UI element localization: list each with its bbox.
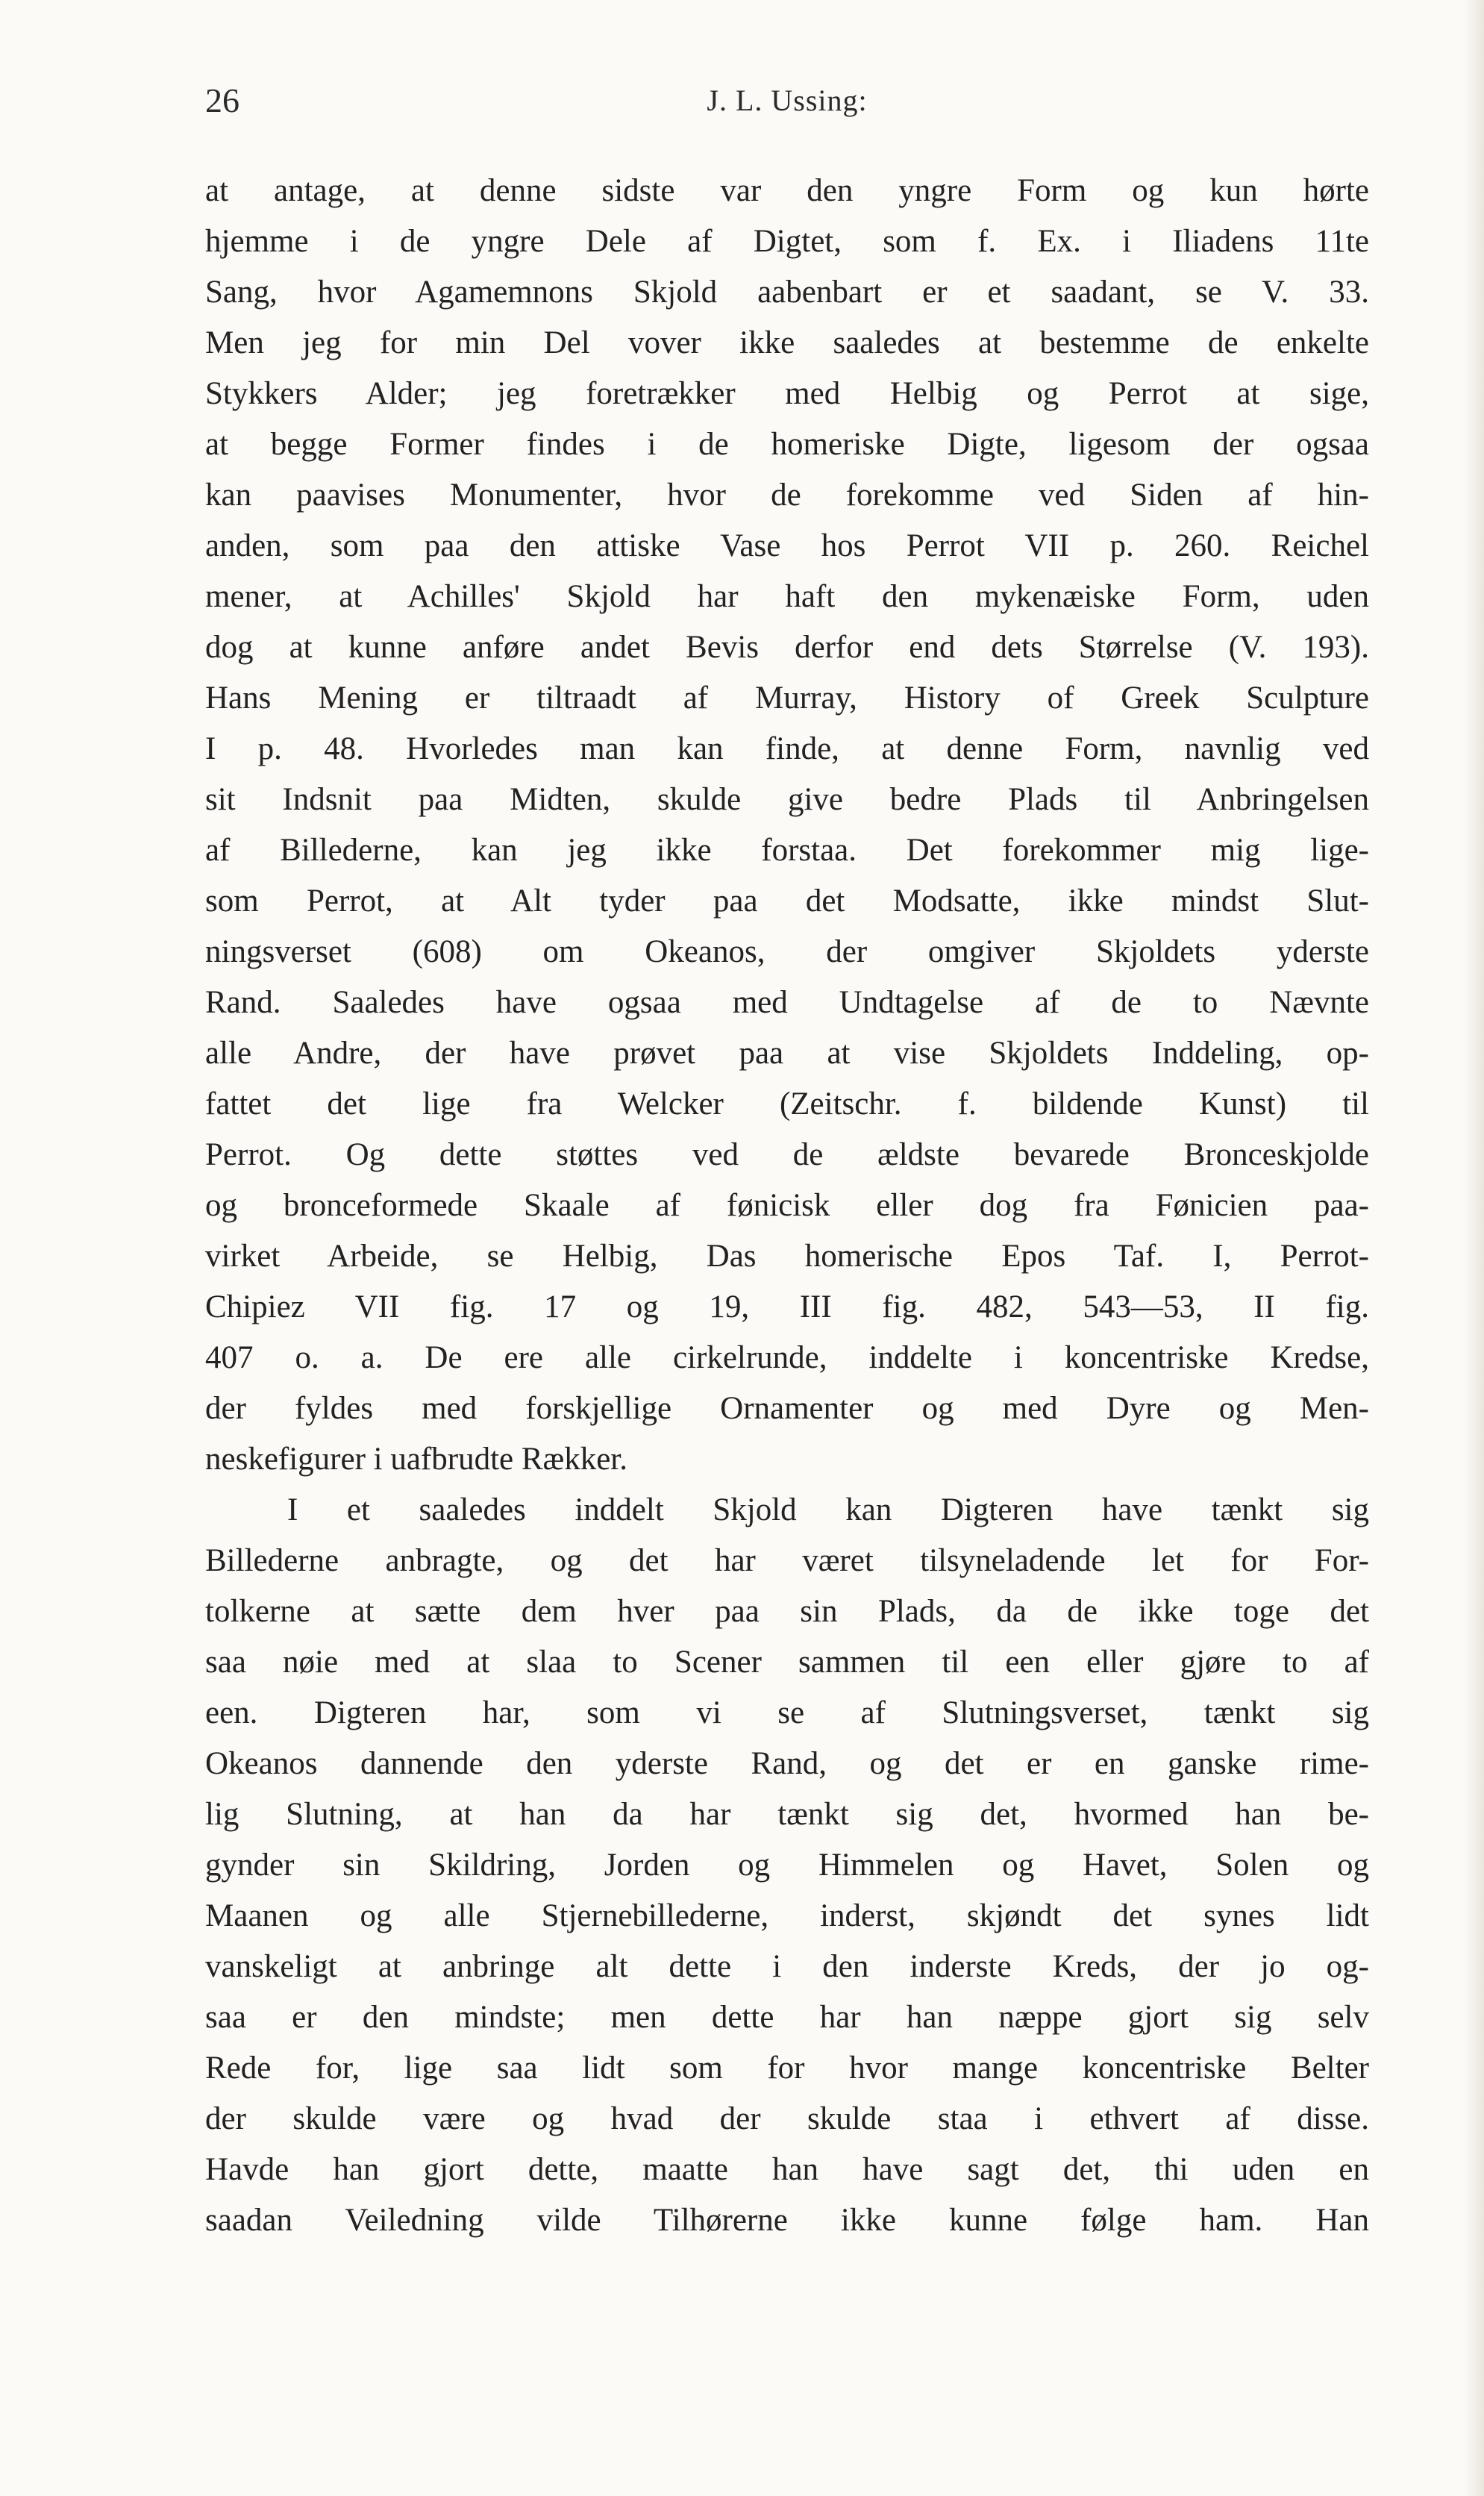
text-line: I et saaledes inddelt Skjold kan Digteren have tænkt sig	[287, 1492, 1369, 1527]
text-line: Perrot. Og dette støttes ved de ældste bevarede Bronceskjolde	[205, 1137, 1369, 1172]
text-line: og bronceformede Skaale af fønicisk eller dog fra Fønicien paa-	[205, 1188, 1369, 1223]
text-line: anden, som paa den attiske Vase hos Perrot VII p. 260. Reichel	[205, 528, 1369, 563]
text-line: Rede for, lige saa lidt som for hvor mange koncentriske Belter	[205, 2051, 1369, 2086]
text-line: vanskeligt at anbringe alt dette i den inderste Kreds, der jo og-	[205, 1949, 1369, 1984]
text-line: saa nøie med at slaa to Scener sammen til een eller gjøre to af	[205, 1645, 1369, 1680]
text-line: Chipiez VII fig. 17 og 19, III fig. 482, 543—53, II fig.	[205, 1289, 1369, 1324]
text-line: der skulde være og hvad der skulde staa i ethvert af disse.	[205, 2101, 1369, 2136]
text-line: alle Andre, der have prøvet paa at vise Skjoldets Inddeling, op-	[205, 1036, 1369, 1071]
paragraph-2	[205, 1485, 1369, 2246]
text-line: I p. 48. Hvorledes man kan finde, at denne Form, navnlig ved	[205, 731, 1369, 766]
text-line: Billederne anbragte, og det har været tilsyneladende let for For-	[205, 1543, 1369, 1578]
text-line: neskefigurer i uafbrudte Rækker.	[205, 1442, 627, 1477]
text-line: Okeanos dannende den yderste Rand, og det er en ganske rime-	[205, 1746, 1369, 1781]
text-line: Hans Mening er tiltraadt af Murray, History of Greek Sculpture	[205, 681, 1369, 716]
text-line: Men jeg for min Del vover ikke saaledes at bestemme de enkelte	[205, 325, 1369, 360]
text-line: som Perrot, at Alt tyder paa det Modsatte, ikke mindst Slut-	[205, 883, 1369, 919]
text-line: at begge Former findes i de homeriske Digte, ligesom der ogsaa	[205, 427, 1369, 462]
text-line: lig Slutning, at han da har tænkt sig det, hvormed han be-	[205, 1797, 1369, 1832]
text-line: gynder sin Skildring, Jorden og Himmelen og Havet, Solen og	[205, 1848, 1369, 1883]
text-line: Stykkers Alder; jeg foretrækker med Helbig og Perrot at sige,	[205, 376, 1369, 411]
text-line: Maanen og alle Stjernebillederne, inderst, skjøndt det synes lidt	[205, 1898, 1369, 1933]
page-number: 26	[205, 81, 239, 119]
text-line: sit Indsnit paa Midten, skulde give bedre Plads til Anbringelsen	[205, 782, 1369, 817]
body-text	[205, 166, 1369, 2246]
text-line: hjemme i de yngre Dele af Digtet, som f. Ex. i Iliadens 11te	[205, 224, 1369, 259]
text-line: af Billederne, kan jeg ikke forstaa. Det forekommer mig lige-	[205, 833, 1369, 868]
text-line: at antage, at denne sidste var den yngre Form og kun hørte	[205, 173, 1369, 208]
text-line: Sang, hvor Agamemnons Skjold aabenbart er et saadant, se V. 33.	[205, 275, 1369, 310]
text-line: Rand. Saaledes have ogsaa med Undtagelse af de to Nævnte	[205, 985, 1369, 1020]
text-line: ningsverset (608) om Okeanos, der omgiver Skjoldets yderste	[205, 934, 1369, 969]
text-line: der fyldes med forskjellige Ornamenter og med Dyre og Men-	[205, 1391, 1369, 1426]
text-line: 407 o. a. De ere alle cirkelrunde, inddelte i koncentriske Kredse,	[205, 1340, 1369, 1375]
text-line: tolkerne at sætte dem hver paa sin Plads, da de ikke toge det	[205, 1594, 1369, 1629]
text-line: saadan Veiledning vilde Tilhørerne ikke kunne følge ham. Han	[205, 2203, 1369, 2238]
text-line: mener, at Achilles' Skjold har haft den mykenæiske Form, uden	[205, 579, 1369, 614]
text-line: kan paavises Monumenter, hvor de forekomme ved Siden af hin-	[205, 478, 1369, 513]
text-line: virket Arbeide, se Helbig, Das homerische Epos Taf. I, Perrot-	[205, 1239, 1369, 1274]
text-line: een. Digteren har, som vi se af Slutningsverset, tænkt sig	[205, 1695, 1369, 1730]
text-line: dog at kunne anføre andet Bevis derfor end dets Størrelse (V. 193).	[205, 630, 1369, 665]
text-line: fattet det lige fra Welcker (Zeitschr. f. bildende Kunst) til	[205, 1086, 1369, 1122]
page-header	[205, 75, 1369, 127]
page-edge-shadow	[1463, 0, 1484, 2496]
running-head: J. L. Ussing:	[707, 84, 868, 117]
text-line: Havde han gjort dette, maatte han have sagt det, thi uden en	[205, 2152, 1369, 2187]
text-line: saa er den mindste; men dette har han næppe gjort sig selv	[205, 2000, 1369, 2035]
paragraph-1	[205, 166, 1369, 1485]
